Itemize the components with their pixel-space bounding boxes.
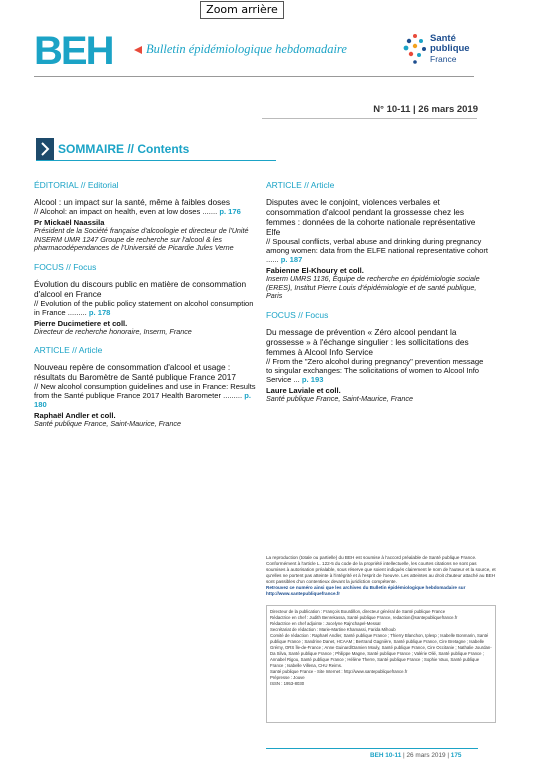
entry-page: p. 178 — [88, 307, 111, 317]
document-page — [22, 22, 548, 783]
entry-page: p. 176 — [219, 207, 241, 216]
footer-date: 26 mars 2019 — [406, 752, 446, 759]
entry-english-title: // Alcohol: an impact on health, even at low doses — [34, 207, 201, 216]
entry-english-title: // From the "Zero alcohol during pregnancy" prevention message to singular exchanges: The solicitations of women to Alcool Info Service — [266, 356, 484, 384]
reproduction-notice — [266, 555, 496, 597]
header-divider — [34, 76, 474, 77]
footer-divider — [266, 748, 478, 749]
archives-link[interactable]: Retrouvez ce numéro ainsi que les archives du Bulletin épidémiologique hebdomadaire sur http://www.santepubliquefrance.fr — [266, 585, 466, 596]
toc-entry[interactable]: ARTICLE // Article Disputes avec le conjoint, violences verbales et consommation d'alcool pendant la grossesse chez les femmes : données de la cohorte nationale représentative Elfe // Spousal conflicts, verbal abuse and drinking during pregnancy among women: data from the ELFE national representative cohort ...... p. 187 Fabienne El-Khoury et coll. Inserm UMRS 1136, Équipe de recherche en épidémiologie sociale (ERES), Institut Pierre Louis d'épidémiologie et de santé publique, Paris — [266, 180, 489, 301]
entry-english-title: // Spousal conflicts, verbal abuse and drinking during pregnancy among women: data from the ELFE national representative cohort — [266, 237, 489, 255]
beh-logo-text: BEH — [34, 30, 113, 70]
entry-title: Du message de prévention « Zéro alcool pendant la grossesse » à l'échange singulier : les sollicitations des femmes à Alcool Info Service — [266, 326, 469, 357]
credit-line: ISSN : 1953-8030 — [270, 681, 305, 686]
spf-dots-icon — [402, 32, 428, 72]
entry-affiliation: Inserm UMRS 1136, Équipe de recherche en épidémiologie sociale (ERES), Institut Pierre Louis d'épidémiologie et de santé publique, Paris — [266, 274, 480, 301]
viewer-toolbar — [0, 0, 558, 22]
entry-author: Laure Laviale et coll. — [266, 385, 341, 395]
issue-divider — [262, 118, 477, 119]
arrow-icon — [134, 46, 142, 54]
contents-right-column — [266, 180, 490, 412]
entry-english-title: // New alcohol consumption guidelines and use in France: Results from the Santé publique France 2017 Health Barometer — [34, 382, 256, 401]
entry-page: p. 187 — [280, 255, 303, 264]
toc-entry[interactable]: FOCUS // Focus Du message de prévention « Zéro alcool pendant la grossesse » à l'échange singulier : les sollicitations des femmes à Alcool Info Service // From the "Zero alcohol during pregnancy" prevention message to singular exchanges: The solicitations of women to Alcool Info Service ... p. 193 Laure Laviale et coll. Santé publique France, Saint-Maurice, France — [266, 310, 490, 404]
toc-entry[interactable]: FOCUS // Focus Évolution du discours public en matière de consommation d'alcool en France // Evolution of the public policy statement on alcohol consumption in France ......... p. 178 Pierre Ducimetiere et coll. Directeur de recherche honoraire, Inserm, France — [34, 262, 258, 337]
sommaire-divider — [36, 160, 276, 161]
contents-left-column — [34, 180, 258, 438]
entry-page: p. 180 — [34, 391, 251, 410]
publication-title: Bulletin épidémiologique hebdomadaire — [146, 42, 347, 56]
entry-affiliation: Président de la Société française d'alcoologie et directeur de l'Unité INSERM UMR 1247 Groupe de recherche sur l'alcool & les pharmacodépendances de l'Université de Picardie Jules Verne — [34, 226, 249, 253]
entry-title: Disputes avec le conjoint, violences verbales et consommation d'alcool pendant la grossesse chez les femmes : données de la cohorte nationale représentative Elfe — [266, 197, 476, 237]
entry-english-title: // Evolution of the public policy statement on alcohol consumption in France — [34, 298, 254, 317]
sommaire-title: SOMMAIRE // Contents — [58, 142, 190, 156]
spf-line3: France — [430, 54, 457, 64]
credit-line: Rédactrice en chef : Judith Benrekassa, Santé publique France, redaction@santepubliquefrance.fr — [270, 615, 458, 620]
entry-author: Fabienne El-Khoury et coll. — [266, 266, 364, 275]
section-heading: FOCUS // Focus — [266, 309, 329, 320]
credit-line: Prépresse : Jouve — [270, 675, 305, 680]
credit-line: Secrétariat de rédaction : Marie-Martine Khamassi, Farida Mihoub — [270, 627, 396, 632]
credit-line: Directeur de la publication : François Bourdillon, directeur général de Santé publique France — [270, 609, 446, 614]
footer-beh: BEH 10-11 — [370, 752, 402, 759]
page-footer: BEH 10-11 | 26 mars 2019 | 175 — [370, 752, 462, 759]
entry-title: Évolution du discours public en matière de consommation d'alcool en France — [34, 278, 247, 299]
entry-title: Nouveau repère de consommation d'alcool et usage : résultats du Baromètre de Santé publique France 2017 — [34, 362, 237, 383]
issue-number: N° 10-11 | 26 mars 2019 — [373, 104, 478, 115]
credit-line: Comité de rédaction : Raphaël Andler, Santé publique France ; Thierry Blanchon, Iplesp ; Isabelle Bonmarin, Santé publique France ; Sandrine Danet, HCAAM ; Bertrand Gagnière, Santé publique France, Cire Bretagne ; Isabelle Grémy, ORS Île-de-France ; Anne Guinard/Damien Mouly, Santé publique France, Cire Occitanie ; Nathalie Jourdan-Da Silva, Santé publique France ; Philippe Magne, Santé publique France ; Valérie Olié, Santé publique France ; Annabel Rigou, Santé publique France ; Hélène Therre, Santé publique France ; Sophie Vaux, Santé publique France ; Isabelle Villena, CHU Reims. — [270, 633, 492, 668]
credit-line: Santé publique France - Site Internet : http://www.santepubliquefrance.fr — [270, 669, 408, 674]
reproduction-text: La reproduction (totale ou partielle) du BEH est soumise à l'accord préalable de Santé publique France. Conformément à l'article L. 122-5 du code de la propriété intellectuelle, les courtes citations ne sont pas soumises à autorisation préalable, sous réserve que soient indiqués clairement le nom de l'auteur et la source, et qu'elles ne portent pas atteinte à l'intégrité et à l'esprit de l'oeuvre. Les atteintes au droit d'auteur attaché au BEH sont passibles d'un contentieux devant la juridiction compétente. — [266, 555, 496, 584]
beh-logo — [34, 30, 144, 70]
entry-author: Pr Mickaël Naassila — [34, 218, 105, 227]
entry-author: Raphaël Andler et coll. — [34, 411, 116, 421]
credit-line: Rédactrice en chef adjointe : Jocelyne Rajnchapel-Messaï — [270, 621, 381, 626]
zoom-out-button[interactable]: Zoom arrière — [200, 1, 284, 19]
spf-line1: Santé — [430, 33, 456, 44]
entry-affiliation: Santé publique France, Saint-Maurice, France — [34, 419, 182, 429]
toc-entry[interactable]: ÉDITORIAL // Editorial Alcool : un impact sur la santé, même à faibles doses // Alcohol: an impact on health, even at low doses ....... p. 176 Pr Mickaël Naassila Président de la Société française d'alcoologie et directeur de l'Unité INSERM UMR 1247 Groupe de recherche sur l'alcool & les pharmacodépendances de l'Université de Picardie Jules Verne — [34, 180, 258, 253]
entry-affiliation: Santé publique France, Saint-Maurice, France — [266, 393, 414, 403]
spf-line2: publique — [430, 43, 470, 54]
entry-title: Alcool : un impact sur la santé, même à faibles doses — [34, 197, 230, 207]
section-heading: FOCUS // Focus — [34, 261, 97, 272]
section-heading: ÉDITORIAL // Editorial — [34, 180, 119, 190]
entry-author: Pierre Ducimetiere et coll. — [34, 318, 128, 328]
editorial-credits-box — [266, 605, 496, 723]
entry-page: p. 193 — [301, 374, 324, 384]
section-heading: ARTICLE // Article — [266, 180, 335, 190]
section-heading: ARTICLE // Article — [34, 345, 103, 356]
sommaire-chevron — [36, 138, 54, 160]
entry-affiliation: Directeur de recherche honoraire, Inserm, France — [34, 326, 192, 336]
toc-entry[interactable]: ARTICLE // Article Nouveau repère de consommation d'alcool et usage : résultats du Baromètre de Santé publique France 2017 // New alcohol consumption guidelines and use in France: Results from the Santé publique France 2017 Health Barometer ......... p. 180 Raphaël Andler et coll. Santé publique France, Saint-Maurice, France — [34, 345, 258, 429]
sante-publique-france-logo — [402, 32, 472, 72]
footer-page-number: 175 — [450, 752, 462, 759]
chevron-right-icon — [36, 138, 54, 160]
